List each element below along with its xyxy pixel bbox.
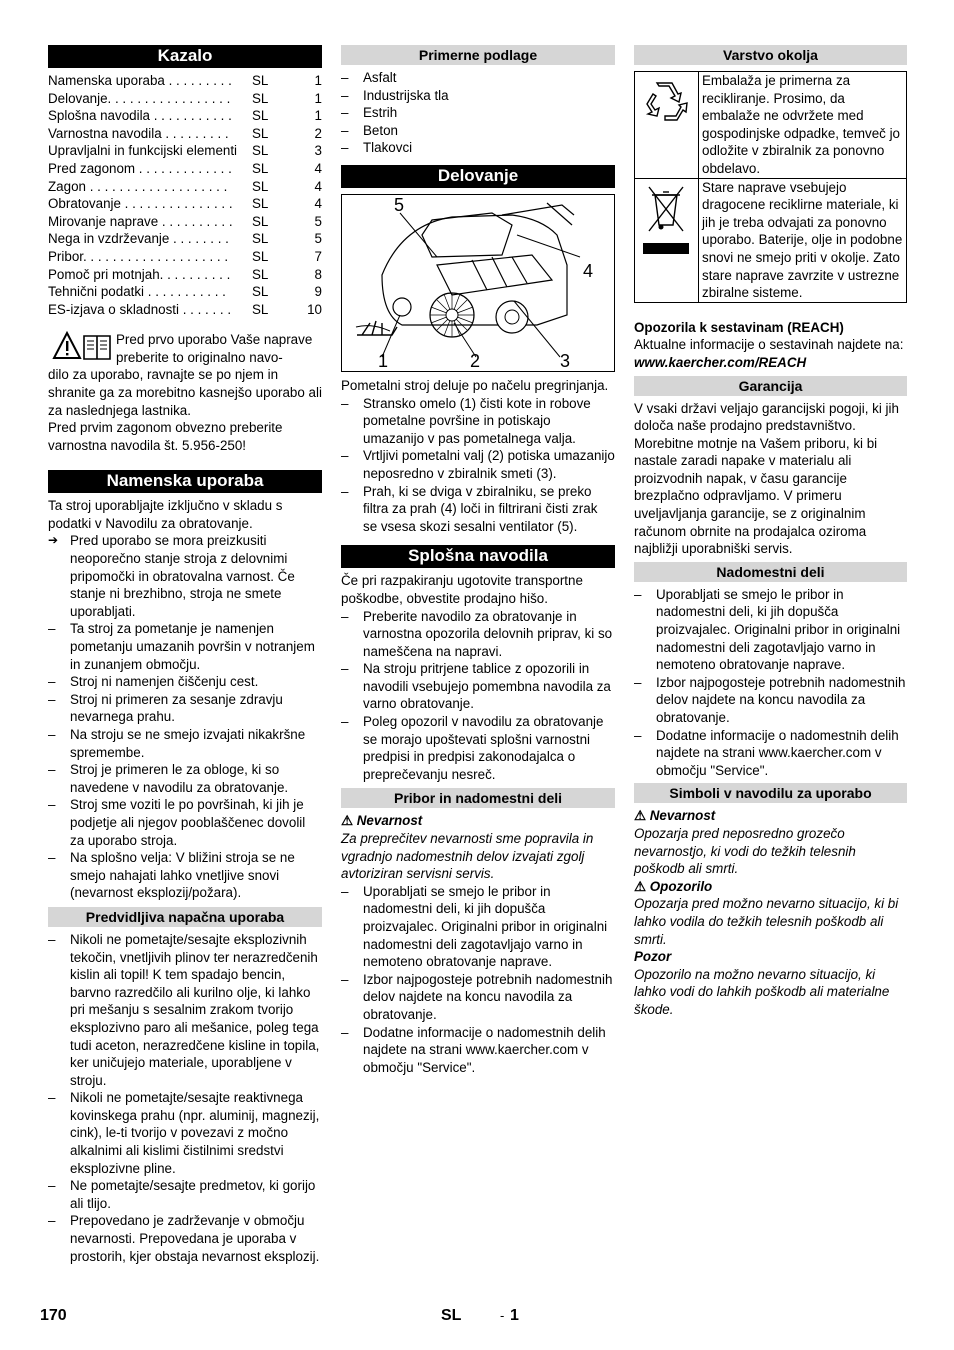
- danger-text: Opozarja pred neposredno grozečo nevarnostjo, ki vodi do težkih telesnih poškodb ali smrti.: [634, 825, 856, 877]
- toc-entry-title: Pribor. . . . . . . . . . . . . . . . . . . .: [48, 248, 229, 264]
- toc-entry-page: 9: [314, 284, 322, 300]
- reach-heading: Opozorila k sestavinam (REACH): [634, 319, 844, 335]
- toc-entry-title: Zagon . . . . . . . . . . . . . . . . . . .: [48, 178, 228, 194]
- warning-triangle-icon: ⚠: [634, 878, 647, 894]
- general-list: [341, 608, 615, 784]
- surfaces-heading: Primerne podlage: [341, 45, 615, 65]
- column-middle: [341, 45, 615, 1076]
- list-item: – Uporabljati se smejo le pribor in nadomestni deli, ki jih dopušča proizvajalec. Originalni pribor in originalni nadomestni deli zagotavljajo varno in nemoteno obratovanje naprave.: [341, 883, 615, 971]
- list-item: – Prah, ki se dviga v zbiralniku, se preko filtra za prah (4) loči in filtrirani čisti zrak se vsesa skozi sesalni ventilator (5).: [341, 483, 615, 536]
- general-heading: Splošna navodila: [341, 545, 615, 568]
- list-item: – Dodatne informacije o nadomestnih delih najdete na strani www.kaercher.com v območju "Service".: [341, 1024, 615, 1077]
- toc-entry-page: 2: [314, 125, 322, 141]
- toc-entry-lang: SL: [252, 125, 269, 141]
- list-item: – Ne pometajte/sesajte predmetov, ki gorijo ali tlijo.: [48, 1177, 322, 1212]
- toc-entry-lang: SL: [252, 178, 269, 194]
- toc-entry-lang: SL: [252, 160, 269, 176]
- list-item: – Beton: [341, 122, 615, 140]
- toc-entry-title: Splošna navodila . . . . . . . . . . .: [48, 108, 232, 124]
- toc-entry-page: 1: [314, 108, 322, 124]
- list-item: – Na stroju se ne smejo izvajati nikakršne spremembe.: [48, 726, 322, 761]
- page-number: 170: [40, 1307, 67, 1324]
- intended-use-list: [48, 620, 322, 902]
- toc-row[interactable]: [48, 230, 322, 248]
- list-item: – Stroj ni namenjen čiščenju cest.: [48, 673, 322, 691]
- toc-row[interactable]: [48, 142, 322, 160]
- list-item: – Poleg opozoril v navodilu za obratovanje se morajo upoštevati splošni varnostni predpisi in predpisi zakonodajalca o preprečevanju nesreč.: [341, 713, 615, 783]
- list-item: – Nikoli ne pometajte/sesajte eksplozivnih tekočin, vnetljivih plinov ter nerazredčenih kislin ali topil! K tem spadajo bencin, barvno razredčilo ali kurilno olje, ki lahko pri mešanju s sesalnim zrakom tvorijo eksplozivno paro ali mešanice, poleg tega tudi aceton, nerazredčene kisline in topila, ker uničujejo materiale, uporabljene v stroju.: [48, 931, 322, 1089]
- toc-entry-title: Pomoč pri motnjah. . . . . . . . . .: [48, 266, 231, 282]
- environment-table: [634, 71, 907, 303]
- list-item: – Ta stroj za pometanje je namenjen pometanju umazanih površin v notranjem in zunanjem območju.: [48, 620, 322, 673]
- list-item: – Izbor najpogosteje potrebnih nadomestnih delov najdete na koncu navodila za obratovanje.: [634, 674, 907, 727]
- reach-link[interactable]: www.kaercher.com/REACH: [634, 354, 807, 370]
- toc-entry-page: 5: [314, 213, 322, 229]
- spare-parts-heading: Nadomestni deli: [634, 562, 907, 582]
- footer-separator: -: [500, 1308, 505, 1323]
- list-item: ➔ Pred uporabo se mora preizkusiti neoporečno stanje stroja z delovnimi pripomočki in obratovalna varnost. Če stanje ni brezhibno, stroja ne smete uporabljati.: [48, 532, 322, 620]
- warning-triangle-icon: ⚠: [634, 808, 647, 824]
- operation-list: [341, 395, 615, 536]
- list-item: – Prepovedano je zadrževanje v območju nevarnosti. Prepovedana je uporaba v prostorih, kjer obstaja nevarnost eksplozij.: [48, 1212, 322, 1265]
- list-item: – Stroj sme voziti le po površinah, ki jih je podjetje ali njegov pooblaščenec dovolil za uporabo stroja.: [48, 796, 322, 849]
- toc-row[interactable]: [48, 178, 322, 196]
- toc-entry-page: 5: [314, 231, 322, 247]
- intended-use-lead: Ta stroj uporabljajte izključno v skladu s podatki v Navodilu za obratovanje.: [48, 498, 283, 531]
- table-row: [635, 72, 906, 178]
- toc-row[interactable]: [48, 107, 322, 125]
- list-item: – Industrijska tla: [341, 87, 615, 105]
- list-item: – Preberite navodilo za obratovanje in varnostna opozorila delovnih priprav, ki so nameščena na napravi.: [341, 608, 615, 661]
- symbols-heading: Simboli v navodilu za uporabo: [634, 783, 907, 803]
- toc-row[interactable]: [48, 72, 322, 90]
- toc-entry-lang: SL: [252, 301, 269, 317]
- toc-entry-title: Nega in vzdrževanje . . . . . . . .: [48, 231, 229, 247]
- operation-lead: Pometalni stroj deluje po načelu pregrinjanja.: [341, 377, 609, 393]
- toc-entry-title: Mirovanje naprave . . . . . . . . . .: [48, 213, 233, 229]
- spare-parts-list: [634, 586, 907, 780]
- column-right: [634, 45, 907, 1019]
- general-lead: Če pri razpakiranju ugotovite transportne poškodbe, obvestite prodajno hišo.: [341, 573, 583, 606]
- intended-use-heading: Namenska uporaba: [48, 470, 322, 493]
- toc-entry-lang: SL: [252, 231, 269, 247]
- callout-label: 1: [378, 350, 389, 371]
- toc-entry-lang: SL: [252, 213, 269, 229]
- list-item: – Vrtljivi pometalni valj (2) potiska umazanijo neposredno v zbiralnik smeti (3).: [341, 447, 615, 482]
- toc-entry-page: 1: [314, 73, 322, 88]
- notice-text-cont: dilo za uporabo, ravnajte se po njem in shranite ga za morebitno kasnejšo uporabo ali za naslednjega lastnika.: [48, 367, 322, 418]
- safety-notice: Pred prvim zagonom obvezno preberite varnostna navodila št. 5.956-250!: [48, 420, 283, 453]
- danger-label: ⚠ Nevarnost: [634, 808, 716, 824]
- list-item: – Dodatne informacije o nadomestnih delih najdete na strani www.kaercher.com v območju "Service".: [634, 727, 907, 780]
- toc-entry-title: ES-izjava o skladnosti . . . . . . .: [48, 301, 232, 317]
- toc-entry-page: 4: [314, 196, 322, 212]
- toc-entry-lang: SL: [252, 248, 269, 264]
- toc-row[interactable]: [48, 266, 322, 284]
- toc-heading: Kazalo: [48, 45, 322, 68]
- toc-entry-lang: SL: [252, 108, 269, 124]
- warning-and-manual-icon: [52, 331, 112, 361]
- list-item: – Na stroju pritrjene tablice z opozorili in navodili vsebujejo pomembna navodila za varno obratovanje.: [341, 660, 615, 713]
- disposal-text: Stare naprave vsebujejo dragocene reciklirne materiale, ki jih je treba odvajati za ponovno uporabo. Baterije, olje in podobne snovi ne smejo priti v okolje. Zato stare naprave zavrzite v ustrezne zbiralne sisteme.: [702, 179, 903, 301]
- toc-entry-lang: SL: [252, 143, 269, 159]
- toc-row[interactable]: [48, 283, 322, 301]
- sweeper-illustration: [342, 195, 614, 371]
- toc-row[interactable]: [48, 213, 322, 231]
- toc-row[interactable]: [48, 90, 322, 108]
- toc-entry-page: 4: [314, 160, 322, 176]
- sweeper-diagram: [341, 194, 615, 372]
- list-item: – Na splošno velja: V bližini stroja se ne smejo nahajati lahko vnetljive snovi (nevarnost eksplozij/požara).: [48, 849, 322, 902]
- toc-entry-page: 4: [314, 178, 322, 194]
- toc-entry-title: Delovanje. . . . . . . . . . . . . . . . .: [48, 90, 231, 106]
- danger-text: Za preprečitev nevarnosti sme popravila in vgradnjo nadomestnih delov izvajati zgolj avtoriziran servisni servis.: [341, 831, 594, 882]
- read-manual-notice: [48, 331, 322, 384]
- toc-row[interactable]: [48, 160, 322, 178]
- toc-entry-lang: SL: [252, 284, 269, 300]
- toc-row[interactable]: [48, 125, 322, 143]
- misuse-list: [48, 931, 322, 1265]
- toc-entry-lang: SL: [252, 73, 269, 88]
- packaging-text: Embalaža je primerna za recikliranje. Prosimo, da embalaže ne odvržete med gospodinjske odpadke, temveč jo odložite v zbiralnik za ponovno obdelavo.: [702, 73, 901, 176]
- accessories-list: [341, 883, 615, 1077]
- list-item: – Uporabljati se smejo le pribor in nadomestni deli, ki jih dopušča proizvajalec. Originalni pribor in originalni nadomestni deli zagotavljajo varno in nemoteno obratovanje naprave.: [634, 586, 907, 674]
- list-item: – Izbor najpogosteje potrebnih nadomestnih delov najdete na koncu navodila za obratovanje.: [341, 971, 615, 1024]
- list-item: – Asfalt: [341, 69, 615, 87]
- toc-entry-page: 10: [307, 301, 322, 317]
- toc-entry-title: Namenska uporaba . . . . . . . . .: [48, 73, 232, 88]
- list-item: – Stroj ni primeren za sesanje zdravju nevarnega prahu.: [48, 691, 322, 726]
- list-item: – Tlakovci: [341, 139, 615, 157]
- recycling-icon: [635, 72, 697, 162]
- callout-label: 5: [394, 194, 405, 215]
- toc-entry-lang: SL: [252, 196, 269, 212]
- warranty-heading: Garancija: [634, 376, 907, 396]
- notice-text: Pred prvo uporabo Vaše naprave preberite to originalno navo-: [116, 332, 313, 365]
- toc-entry-lang: SL: [252, 90, 269, 106]
- warranty-text: V vsaki državi veljajo garancijski pogoji, ki jih določa naše prodajno predstavništvo. Morebitne motnje na Vašem priboru, ki bi nastale zaradi napake v materialu ali proizvodnih napak, v času garancije brezplačno odpravljamo. V primeru uveljavljanja garancije, se z originalnim računom obrnite na prodajalca oziroma najbližji uporabniški servis.: [634, 400, 899, 557]
- language-code: SL: [441, 1307, 462, 1324]
- toc-entry-lang: SL: [252, 266, 269, 282]
- toc-row[interactable]: [48, 195, 322, 213]
- list-item: – Stroj je primeren le za obloge, ki so navedene v navodilu za obratovanje.: [48, 761, 322, 796]
- danger-label: ⚠ Nevarnost: [341, 813, 423, 829]
- list-item: – Nikoli ne pometajte/sesajte reaktivnega kovinskega prahu (npr. aluminij, magnezij, cink), le-ti tvorijo v povezavi z močno alkalnimi ali kislimi čistilnimi sredstvi eksplozivne pline.: [48, 1089, 322, 1177]
- warning-triangle-icon: ⚠: [341, 813, 354, 829]
- list-item: – Estrih: [341, 104, 615, 122]
- section-page-number: 1: [510, 1307, 519, 1324]
- operation-heading: Delovanje: [341, 165, 615, 188]
- toc-entry-title: Obratovanje . . . . . . . . . . . . . . .: [48, 196, 233, 212]
- environment-heading: Varstvo okolja: [634, 45, 907, 65]
- table-row: [635, 178, 906, 302]
- toc-entry-page: 3: [314, 143, 322, 159]
- surfaces-list: [341, 69, 615, 157]
- misuse-heading: Predvidljiva napačna uporaba: [48, 907, 322, 927]
- toc-entry-page: 1: [314, 90, 322, 106]
- toc-entry-title: Upravljalni in funkcijski elementi: [48, 143, 238, 159]
- list-item: – Stransko omelo (1) čisti kote in robove pometalne površine in potiskajo umazanijo v pas pometalnega valja.: [341, 395, 615, 448]
- caution-label: Pozor: [634, 949, 672, 965]
- reach-text: Aktualne informacije o sestavinah najdete na:: [634, 337, 904, 353]
- accessories-heading: Pribor in nadomestni deli: [341, 788, 615, 808]
- toc-row[interactable]: [48, 301, 322, 319]
- toc-row[interactable]: [48, 248, 322, 266]
- toc-entry-title: Pred zagonom . . . . . . . . . . . . .: [48, 160, 232, 176]
- toc-entry-title: Varnostna navodila . . . . . . . . .: [48, 125, 229, 141]
- warning-text: Opozarja pred možno nevarno situacijo, ki bi lahko vodila do težkih telesnih poškodb ali smrti.: [634, 896, 899, 947]
- table-of-contents: [48, 72, 322, 318]
- toc-entry-page: 8: [314, 266, 322, 282]
- toc-entry-page: 7: [314, 248, 322, 264]
- intended-use-list: [48, 532, 322, 620]
- column-left: [48, 45, 322, 1265]
- callout-label: 4: [583, 260, 594, 281]
- crossed-bin-icon: [635, 179, 697, 269]
- caution-text: Opozorilo na možno nevarno situacijo, ki lahko vodi do lahkih poškodb ali materialne škode.: [634, 966, 890, 1017]
- callout-label: 3: [560, 350, 571, 371]
- callout-label: 2: [470, 350, 481, 371]
- toc-entry-title: Tehnični podatki . . . . . . . . . . .: [48, 284, 226, 300]
- warning-label: ⚠ Opozorilo: [634, 878, 713, 894]
